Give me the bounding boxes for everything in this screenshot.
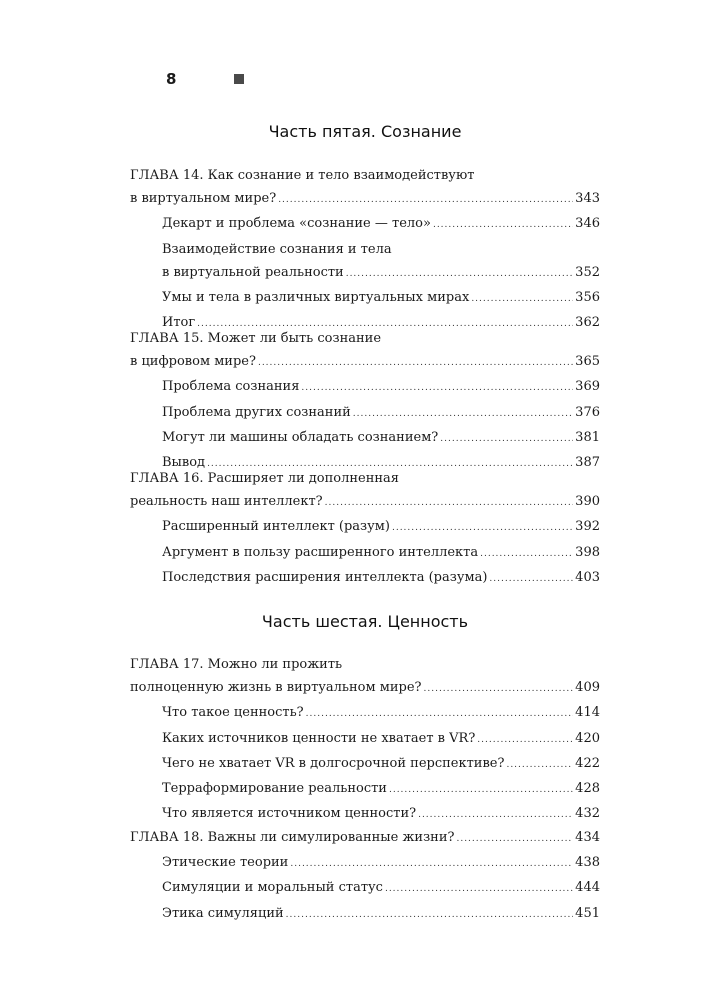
page-header [166,70,244,88]
toc-entry[interactable] [130,752,600,777]
page-ref: 420 [575,730,600,746]
page-ref: 398 [575,544,600,560]
toc-entry[interactable] [130,164,600,187]
dot-leader [433,214,573,237]
toc-entry[interactable] [130,902,600,927]
chapter-title: реальность наш интеллект? [130,494,323,510]
dot-leader [456,828,573,851]
toc-entry[interactable] [130,876,600,901]
dot-leader [418,804,573,827]
chapter-18 [130,826,600,927]
toc-entry[interactable] [130,375,600,400]
toc-entry[interactable] [130,350,600,375]
toc-entry[interactable] [130,653,600,676]
page-ref: 352 [575,264,600,280]
part-5-heading [130,122,600,142]
page-ref: 381 [575,429,600,445]
section-title: Симуляции и моральный статус [162,880,383,896]
toc-entry[interactable] [130,286,600,311]
section-title: Этические теории [162,855,289,871]
toc-entry[interactable] [130,802,600,827]
part-title: Часть пятая. Сознание [268,122,462,141]
toc-entry[interactable] [130,238,600,261]
page-ref: 444 [575,880,600,896]
section-title: Последствия расширения интеллекта (разума) [162,569,488,585]
section-title: Расширенный интеллект (разум) [162,519,390,535]
dot-leader [258,352,573,375]
page-ref: 451 [575,905,600,921]
dot-leader [301,377,573,400]
section-title: Чего не хватает VR в долгосрочной перспективе? [162,755,505,771]
section-title: Аргумент в пользу расширенного интеллекта [162,544,479,560]
page-ref: 346 [575,216,600,232]
chapter-title: в виртуальном мире? [130,191,277,207]
dot-leader [506,754,573,777]
page-ref: 369 [575,379,600,395]
section-title: в виртуальной реальности [162,264,344,280]
toc-entry[interactable] [130,701,600,726]
toc-entry[interactable] [130,467,600,490]
toc-entry[interactable] [130,401,600,426]
toc-entry[interactable] [130,187,600,212]
toc-entry[interactable] [130,212,600,237]
page-ref: 409 [575,680,600,696]
dot-leader [353,403,573,426]
toc-entry[interactable] [130,777,600,802]
section-title: Могут ли машины обладать сознанием? [162,429,439,445]
toc-entry[interactable] [130,541,600,566]
dot-leader [346,263,573,286]
page-ref: 428 [575,781,600,797]
chapter-15 [130,327,600,476]
toc-entry[interactable] [130,566,600,591]
dot-leader [477,729,573,752]
page-ref: 392 [575,519,600,535]
toc-entry[interactable] [130,826,600,851]
toc-entry[interactable] [130,851,600,876]
page-ref: 438 [575,855,600,871]
toc-entry[interactable] [130,727,600,752]
section-title: Проблема сознания [162,379,300,395]
page-ref: 365 [575,354,600,370]
chapter-title: ГЛАВА 18. Важны ли симулированные жизни? [130,830,455,845]
page-ref: 343 [575,191,600,207]
dot-leader [325,492,574,515]
section-title: Что такое ценность? [162,705,304,721]
dot-leader [278,189,573,212]
part-title: Часть шестая. Ценность [261,612,469,631]
page-ref: 432 [575,806,600,822]
chapter-title: ГЛАВА 14. Как сознание и тело взаимодействуют [130,168,475,183]
dot-leader [290,853,573,876]
dot-leader [471,288,573,311]
toc-entry[interactable] [130,426,600,451]
section-title: Взаимодействие сознания и тела [162,241,392,257]
section-title: Умы и тела в различных виртуальных мирах [162,290,470,306]
page-ref: 387 [575,455,600,471]
section-title: Проблема других сознаний [162,404,351,420]
page-ref: 403 [575,569,600,585]
dot-leader [424,678,574,701]
section-title: Вывод [162,455,206,471]
toc-entry[interactable] [130,261,600,286]
chapter-17 [130,653,600,827]
page-number: 8 [166,70,177,88]
dot-leader [440,428,573,451]
chapter-title: ГЛАВА 17. Можно ли прожить [130,657,343,672]
dot-leader [389,779,573,802]
toc-entry[interactable] [130,327,600,350]
chapter-title: в цифровом мире? [130,354,256,370]
section-title: Этика симуляций [162,905,284,921]
chapter-title: ГЛАВА 16. Расширяет ли дополненная [130,471,399,486]
dot-leader [385,878,573,901]
toc-entry[interactable] [130,515,600,540]
square-marker-icon [234,74,244,84]
section-title: Итог [162,315,196,331]
page-ref: 422 [575,755,600,771]
toc-entry[interactable] [130,676,600,701]
chapter-14 [130,164,600,336]
dot-leader [306,703,574,726]
section-title: Декарт и проблема «сознание — тело» [162,216,431,232]
page-ref: 414 [575,705,600,721]
page-ref: 362 [575,315,600,331]
page-ref: 390 [575,494,600,510]
page-ref: 376 [575,404,600,420]
dot-leader [480,543,573,566]
dot-leader [392,517,573,540]
page-ref: 356 [575,290,600,306]
toc-entry[interactable] [130,490,600,515]
section-title: Терраформирование реальности [162,781,387,797]
chapter-16 [130,467,600,591]
dot-leader [286,904,574,927]
chapter-title: полноценную жизнь в виртуальном мире? [130,680,422,696]
part-6-heading [130,612,600,632]
section-title: Что является источником ценности? [162,806,417,822]
dot-leader [489,568,573,591]
section-title: Каких источников ценности не хватает в VR? [162,730,476,746]
chapter-title: ГЛАВА 15. Может ли быть сознание [130,331,382,346]
page-ref: 434 [575,830,600,845]
